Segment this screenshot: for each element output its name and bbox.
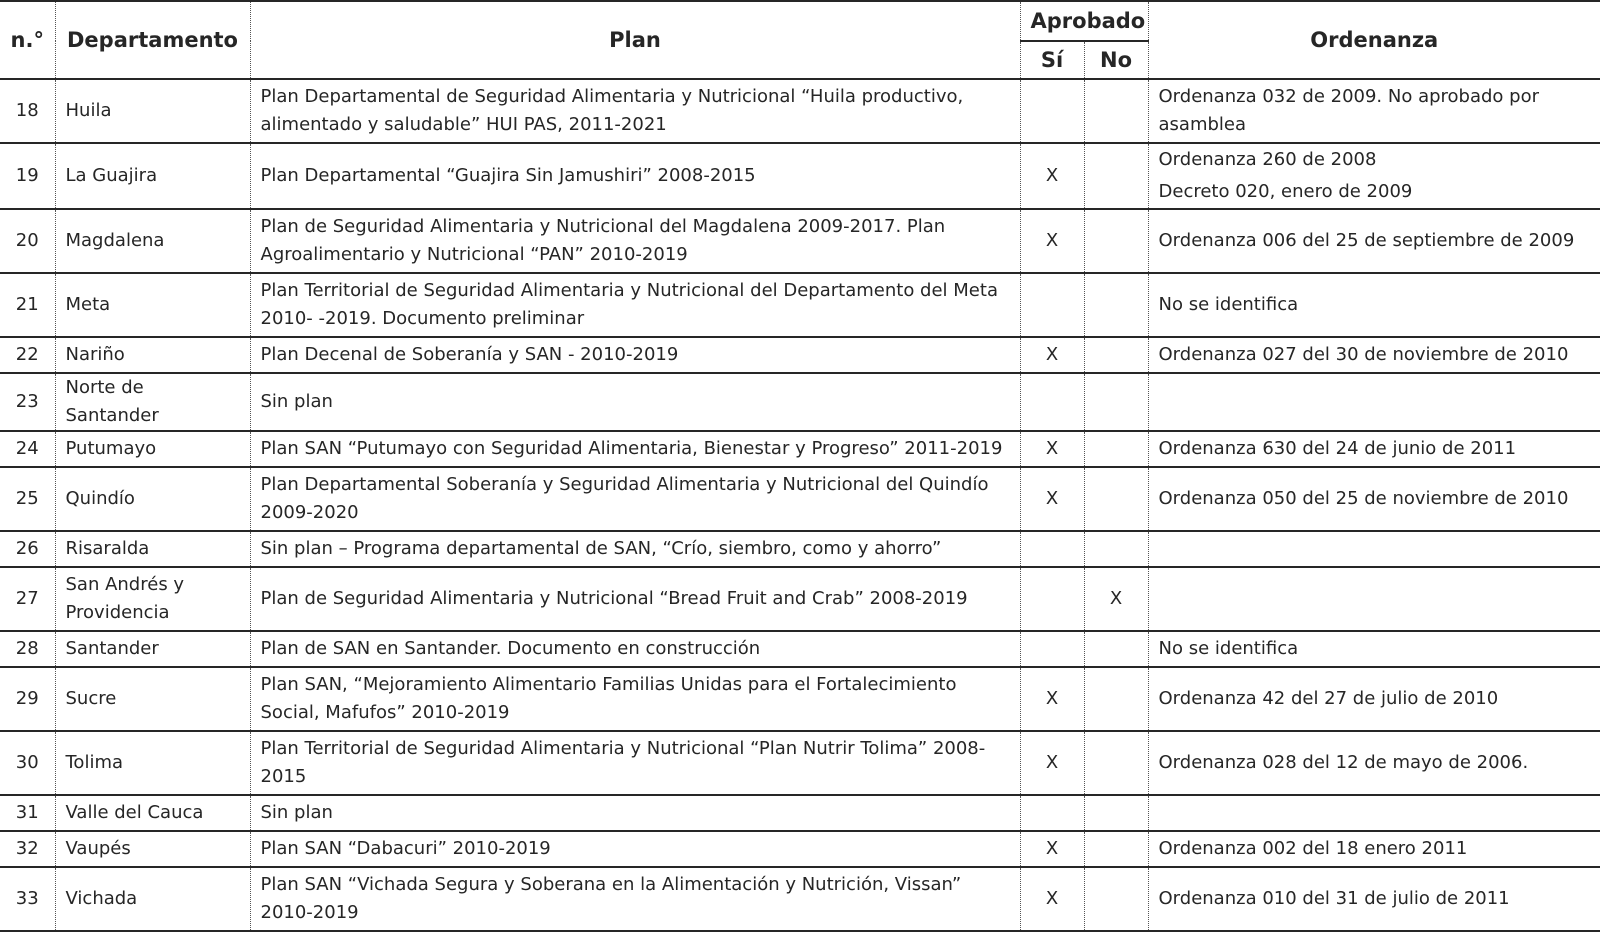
row-departamento: Tolima [55,731,250,795]
row-aprobado-si: X [1020,337,1084,373]
ordenanza-line: Decreto 020, enero de 2009 [1158,181,1413,202]
row-number: 27 [0,567,55,631]
row-ordenanza: Ordenanza 028 del 12 de mayo de 2006. [1148,731,1600,795]
row-number: 26 [0,531,55,567]
row-plan: Plan SAN, “Mejoramiento Alimentario Familias Unidas para el Fortalecimiento Social, Mafufos” 2010-2019 [250,667,1020,731]
row-aprobado-no [1084,631,1148,667]
row-departamento: Risaralda [55,531,250,567]
row-plan: Plan Territorial de Seguridad Alimentaria y Nutricional del Departamento del Meta 2010- -2019. Documento preliminar [250,273,1020,337]
table-header [0,1,1600,79]
row-aprobado-si: X [1020,867,1084,931]
row-aprobado-si: X [1020,467,1084,531]
table-row [0,731,1600,795]
row-plan: Plan de SAN en Santander. Documento en construcción [250,631,1020,667]
header-plan: Plan [250,1,1020,79]
row-ordenanza: Ordenanza 050 del 25 de noviembre de 2010 [1148,467,1600,531]
row-aprobado-si [1020,795,1084,831]
header-number: n.° [0,1,55,79]
row-number: 24 [0,431,55,467]
row-departamento: Sucre [55,667,250,731]
row-plan: Plan Departamental de Seguridad Alimentaria y Nutricional “Huila productivo, alimentado y saludable” HUI PAS, 2011-2021 [250,79,1020,143]
row-aprobado-si: X [1020,431,1084,467]
row-aprobado-si [1020,79,1084,143]
table-body [0,79,1600,931]
row-aprobado-si: X [1020,731,1084,795]
row-ordenanza [1148,567,1600,631]
row-ordenanza: Ordenanza 42 del 27 de julio de 2010 [1148,667,1600,731]
row-departamento: Vichada [55,867,250,931]
header-departamento: Departamento [55,1,250,79]
row-plan: Sin plan [250,795,1020,831]
row-ordenanza: Ordenanza 027 del 30 de noviembre de 2010 [1148,337,1600,373]
row-ordenanza: Ordenanza 630 del 24 de junio de 2011 [1148,431,1600,467]
row-aprobado-no [1084,431,1148,467]
table-row [0,467,1600,531]
table-row [0,867,1600,931]
row-aprobado-no [1084,795,1148,831]
table-row [0,567,1600,631]
row-aprobado-no [1084,531,1148,567]
row-number: 31 [0,795,55,831]
row-number: 21 [0,273,55,337]
row-departamento: La Guajira [55,143,250,209]
row-ordenanza: No se identifica [1148,273,1600,337]
row-aprobado-no [1084,731,1148,795]
row-plan: Plan de Seguridad Alimentaria y Nutricional del Magdalena 2009-2017. Plan Agroalimentario y Nutricional “PAN” 2010-2019 [250,209,1020,273]
row-departamento: Magdalena [55,209,250,273]
row-departamento: Valle del Cauca [55,795,250,831]
row-ordenanza: Ordenanza 002 del 18 enero 2011 [1148,831,1600,867]
row-aprobado-no [1084,667,1148,731]
row-aprobado-si: X [1020,143,1084,209]
row-aprobado-si [1020,273,1084,337]
row-ordenanza: Ordenanza 010 del 31 de julio de 2011 [1148,867,1600,931]
row-ordenanza: No se identifica [1148,631,1600,667]
table-row [0,373,1600,431]
table-row [0,337,1600,373]
row-ordenanza: Ordenanza 032 de 2009. No aprobado por asamblea [1148,79,1600,143]
row-number: 33 [0,867,55,931]
row-ordenanza [1148,373,1600,431]
row-departamento: Santander [55,631,250,667]
ordenanza-line: Ordenanza 260 de 2008 [1158,149,1377,170]
row-ordenanza: Ordenanza 006 del 25 de septiembre de 2009 [1148,209,1600,273]
row-number: 20 [0,209,55,273]
row-aprobado-si [1020,373,1084,431]
row-departamento: San Andrés y Providencia [55,567,250,631]
row-aprobado-no [1084,467,1148,531]
table-row [0,795,1600,831]
row-departamento: Norte de Santander [55,373,250,431]
table-row [0,273,1600,337]
row-plan: Plan SAN “Dabacuri” 2010-2019 [250,831,1020,867]
row-plan: Plan Departamental “Guajira Sin Jamushiri” 2008-2015 [250,143,1020,209]
table-row [0,431,1600,467]
row-aprobado-si [1020,567,1084,631]
row-plan: Plan SAN “Vichada Segura y Soberana en la Alimentación y Nutrición, Vissan” 2010-2019 [250,867,1020,931]
row-aprobado-no [1084,209,1148,273]
row-departamento: Nariño [55,337,250,373]
row-plan: Plan Departamental Soberanía y Seguridad Alimentaria y Nutricional del Quindío 2009-2020 [250,467,1020,531]
row-aprobado-si: X [1020,209,1084,273]
row-number: 18 [0,79,55,143]
row-number: 29 [0,667,55,731]
row-aprobado-si: X [1020,831,1084,867]
row-number: 25 [0,467,55,531]
header-si: Sí [1020,41,1084,79]
row-ordenanza [1148,531,1600,567]
row-departamento: Putumayo [55,431,250,467]
row-aprobado-no [1084,867,1148,931]
row-number: 28 [0,631,55,667]
table-row [0,831,1600,867]
row-plan: Sin plan – Programa departamental de SAN, “Crío, siembro, como y ahorro” [250,531,1020,567]
row-plan: Plan de Seguridad Alimentaria y Nutricional “Bread Fruit and Crab” 2008-2019 [250,567,1020,631]
row-plan: Plan Territorial de Seguridad Alimentaria y Nutricional “Plan Nutrir Tolima” 2008-2015 [250,731,1020,795]
table-row [0,631,1600,667]
table-row [0,143,1600,209]
table-row [0,531,1600,567]
row-ordenanza [1148,143,1600,209]
row-aprobado-si: X [1020,667,1084,731]
row-number: 30 [0,731,55,795]
row-plan: Plan SAN “Putumayo con Seguridad Alimentaria, Bienestar y Progreso” 2011-2019 [250,431,1020,467]
row-departamento: Quindío [55,467,250,531]
row-aprobado-si [1020,631,1084,667]
row-aprobado-no [1084,79,1148,143]
row-aprobado-si [1020,531,1084,567]
header-ordenanza: Ordenanza [1148,1,1600,79]
row-aprobado-no [1084,337,1148,373]
row-aprobado-no [1084,831,1148,867]
row-aprobado-no [1084,143,1148,209]
row-aprobado-no [1084,273,1148,337]
row-departamento: Vaupés [55,831,250,867]
row-ordenanza [1148,795,1600,831]
table-row [0,79,1600,143]
row-number: 23 [0,373,55,431]
row-number: 32 [0,831,55,867]
table-row [0,667,1600,731]
row-aprobado-no [1084,373,1148,431]
row-aprobado-no: X [1084,567,1148,631]
header-aprobado: Aprobado [1020,1,1148,41]
row-departamento: Meta [55,273,250,337]
table-row [0,209,1600,273]
row-number: 22 [0,337,55,373]
row-number: 19 [0,143,55,209]
header-no: No [1084,41,1148,79]
row-plan: Sin plan [250,373,1020,431]
row-plan: Plan Decenal de Soberanía y SAN - 2010-2019 [250,337,1020,373]
row-departamento: Huila [55,79,250,143]
